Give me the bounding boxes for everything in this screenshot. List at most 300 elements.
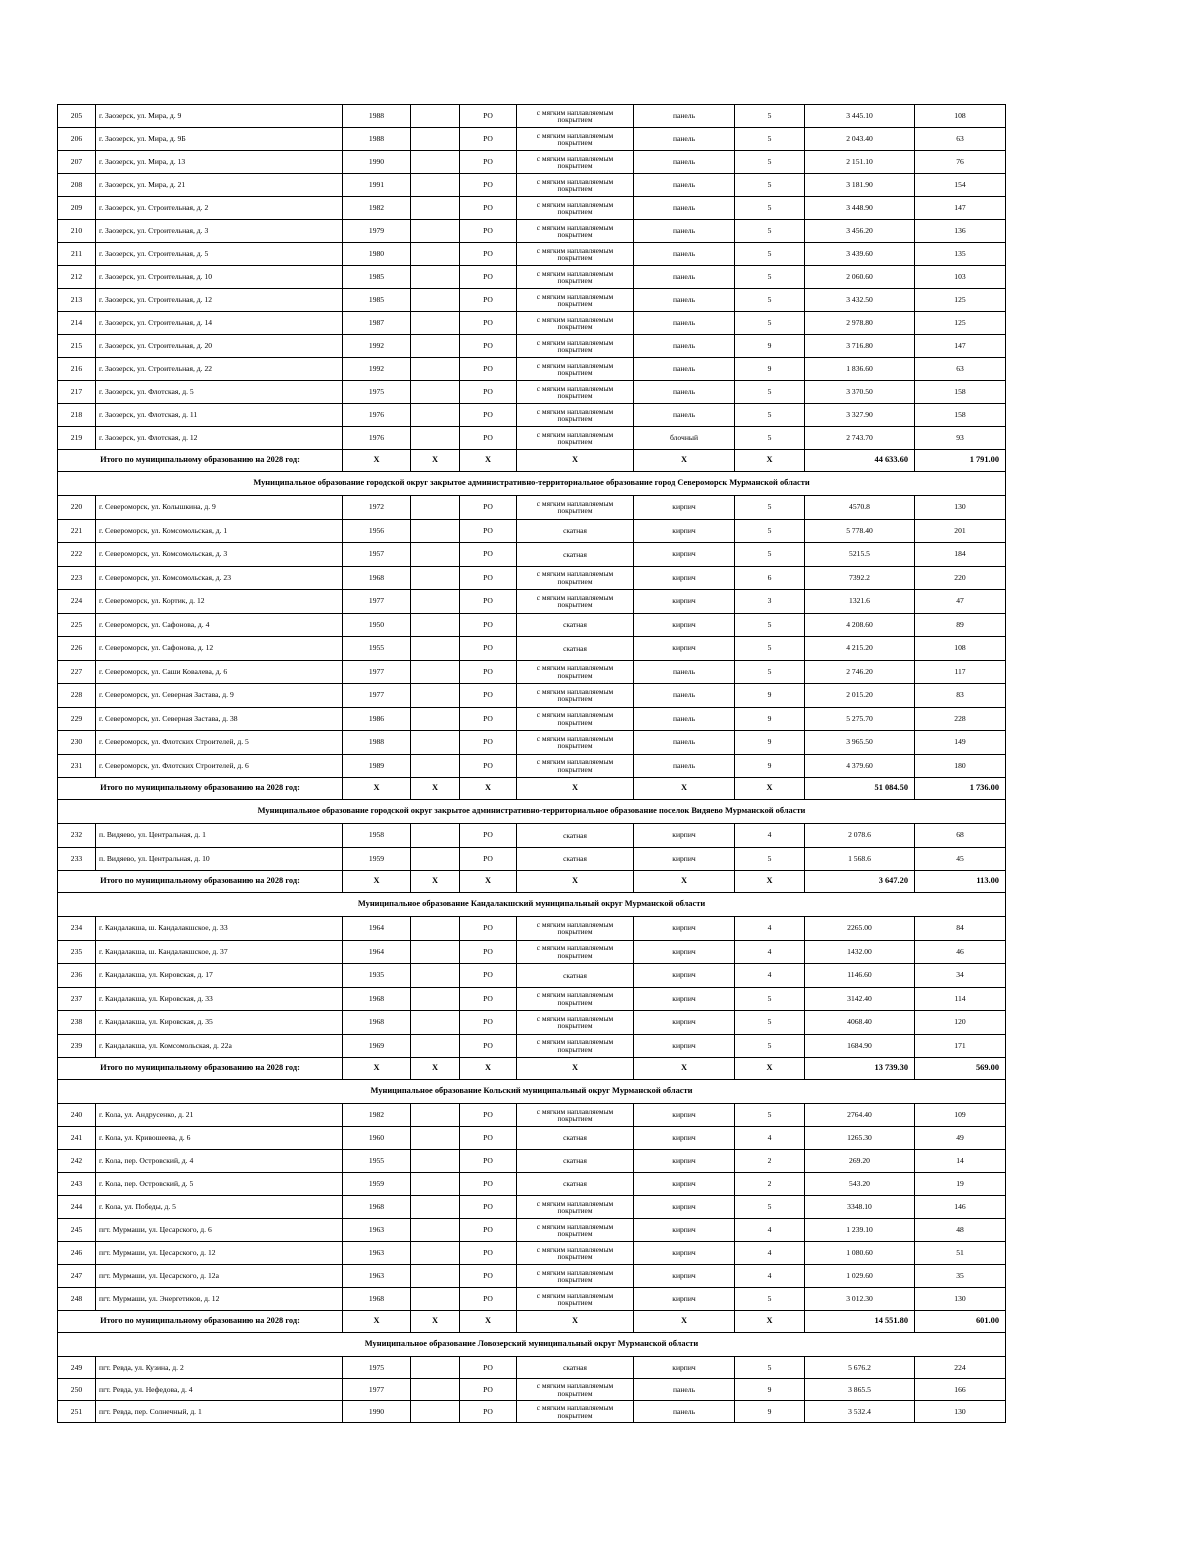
table-row <box>58 566 1006 590</box>
wall-material-cell: кирпич <box>634 1242 735 1265</box>
extra-cell <box>411 1150 460 1173</box>
area-cell: 3 532.4 <box>805 1401 915 1423</box>
floors-cell: 5 <box>735 427 805 450</box>
row-number: 244 <box>58 1196 96 1219</box>
address-cell: г. Кола, пер. Островский, д. 4 <box>96 1150 343 1173</box>
row-number: 250 <box>58 1379 96 1401</box>
row-number: 246 <box>58 1242 96 1265</box>
row-number: 211 <box>58 243 96 266</box>
table-row <box>58 1401 1006 1423</box>
year-cell: 1959 <box>343 1173 411 1196</box>
address-cell: г. Североморск, ул. Кортик, д. 12 <box>96 590 343 614</box>
table-row <box>58 519 1006 543</box>
row-number: 228 <box>58 684 96 708</box>
extra-cell <box>411 987 460 1011</box>
floors-cell: 3 <box>735 590 805 614</box>
address-cell: г. Североморск, ул. Флотских Строителей, д. 5 <box>96 731 343 755</box>
extra-cell <box>411 1011 460 1035</box>
roof-type-cell: с мягким наплавляемым покрытием <box>517 312 634 335</box>
floors-cell: 5 <box>735 613 805 637</box>
year-cell: 1988 <box>343 128 411 151</box>
floors-cell: 5 <box>735 1288 805 1311</box>
year-cell: 1977 <box>343 660 411 684</box>
year-cell: 1977 <box>343 1379 411 1401</box>
floors-cell: 9 <box>735 707 805 731</box>
address-cell: г. Заозерск, ул. Мира, д. 13 <box>96 151 343 174</box>
table-row <box>58 335 1006 358</box>
area-cell: 3348.10 <box>805 1196 915 1219</box>
address-cell: г. Заозерск, ул. Строительная, д. 20 <box>96 335 343 358</box>
area-cell: 1146.60 <box>805 964 915 988</box>
total-row <box>58 1311 1006 1333</box>
owner-cell: РО <box>460 1034 517 1058</box>
total-year: X <box>343 871 411 893</box>
year-cell: 1992 <box>343 335 411 358</box>
floors-cell: 9 <box>735 754 805 778</box>
area-cell: 2764.40 <box>805 1104 915 1127</box>
floors-cell: 5 <box>735 543 805 567</box>
row-number: 219 <box>58 427 96 450</box>
roof-type-cell: с мягким наплавляемым покрытием <box>517 105 634 128</box>
address-cell: п. Видяево, ул. Центральная, д. 10 <box>96 847 343 871</box>
roof-type-cell: с мягким наплавляемым покрытием <box>517 1265 634 1288</box>
residents-cell: 83 <box>915 684 1006 708</box>
extra-cell <box>411 197 460 220</box>
area-cell: 4 208.60 <box>805 613 915 637</box>
table-row <box>58 1219 1006 1242</box>
row-number: 249 <box>58 1357 96 1379</box>
extra-cell <box>411 519 460 543</box>
row-number: 214 <box>58 312 96 335</box>
owner-cell: РО <box>460 220 517 243</box>
extra-cell <box>411 660 460 684</box>
year-cell: 1977 <box>343 590 411 614</box>
extra-cell <box>411 1127 460 1150</box>
table-row <box>58 987 1006 1011</box>
year-cell: 1950 <box>343 613 411 637</box>
roof-type-cell: с мягким наплавляемым покрытием <box>517 174 634 197</box>
extra-cell <box>411 847 460 871</box>
wall-material-cell: кирпич <box>634 1150 735 1173</box>
area-cell: 4 379.60 <box>805 754 915 778</box>
owner-cell: РО <box>460 1265 517 1288</box>
total-owner: X <box>460 1058 517 1080</box>
roof-type-cell: скатная <box>517 824 634 848</box>
floors-cell: 9 <box>735 684 805 708</box>
extra-cell <box>411 684 460 708</box>
year-cell: 1988 <box>343 105 411 128</box>
residents-cell: 51 <box>915 1242 1006 1265</box>
residents-cell: 147 <box>915 197 1006 220</box>
total-floors: X <box>735 871 805 893</box>
total-residents: 569.00 <box>915 1058 1006 1080</box>
residents-cell: 149 <box>915 731 1006 755</box>
area-cell: 3 445.10 <box>805 105 915 128</box>
residents-cell: 114 <box>915 987 1006 1011</box>
floors-cell: 6 <box>735 566 805 590</box>
row-number: 238 <box>58 1011 96 1035</box>
owner-cell: РО <box>460 987 517 1011</box>
owner-cell: РО <box>460 917 517 941</box>
wall-material-cell: кирпич <box>634 1173 735 1196</box>
extra-cell <box>411 496 460 520</box>
wall-material-cell: кирпич <box>634 1104 735 1127</box>
address-cell: г. Кандалакша, ул. Кировская, д. 17 <box>96 964 343 988</box>
residents-cell: 130 <box>915 496 1006 520</box>
total-roof: X <box>517 1058 634 1080</box>
residents-cell: 171 <box>915 1034 1006 1058</box>
table-row <box>58 404 1006 427</box>
wall-material-cell: панель <box>634 312 735 335</box>
wall-material-cell: панель <box>634 289 735 312</box>
total-roof: X <box>517 1311 634 1333</box>
extra-cell <box>411 220 460 243</box>
area-cell: 1 239.10 <box>805 1219 915 1242</box>
address-cell: г. Заозерск, ул. Мира, д. 21 <box>96 174 343 197</box>
floors-cell: 4 <box>735 917 805 941</box>
address-cell: г. Североморск, ул. Комсомольская, д. 1 <box>96 519 343 543</box>
wall-material-cell: кирпич <box>634 964 735 988</box>
wall-material-cell: панель <box>634 707 735 731</box>
row-number: 205 <box>58 105 96 128</box>
extra-cell <box>411 707 460 731</box>
roof-type-cell: с мягким наплавляемым покрытием <box>517 197 634 220</box>
residents-cell: 120 <box>915 1011 1006 1035</box>
wall-material-cell: кирпич <box>634 1196 735 1219</box>
year-cell: 1963 <box>343 1242 411 1265</box>
address-cell: г. Североморск, ул. Флотских Строителей, д. 6 <box>96 754 343 778</box>
floors-cell: 5 <box>735 243 805 266</box>
roof-type-cell: с мягким наплавляемым покрытием <box>517 335 634 358</box>
row-number: 251 <box>58 1401 96 1423</box>
year-cell: 1985 <box>343 266 411 289</box>
year-cell: 1968 <box>343 1011 411 1035</box>
address-cell: пгт. Ревда, ул. Нефедова, д. 4 <box>96 1379 343 1401</box>
wall-material-cell: кирпич <box>634 1011 735 1035</box>
row-number: 207 <box>58 151 96 174</box>
address-cell: пгт. Мурмаши, ул. Цесарского, д. 12а <box>96 1265 343 1288</box>
year-cell: 1969 <box>343 1034 411 1058</box>
wall-material-cell: кирпич <box>634 940 735 964</box>
roof-type-cell: с мягким наплавляемым покрытием <box>517 917 634 941</box>
roof-type-cell: с мягким наплавляемым покрытием <box>517 1011 634 1035</box>
extra-cell <box>411 174 460 197</box>
residents-cell: 89 <box>915 613 1006 637</box>
year-cell: 1976 <box>343 427 411 450</box>
extra-cell <box>411 335 460 358</box>
table-row <box>58 1173 1006 1196</box>
row-number: 217 <box>58 381 96 404</box>
owner-cell: РО <box>460 266 517 289</box>
extra-cell <box>411 917 460 941</box>
floors-cell: 5 <box>735 660 805 684</box>
residents-cell: 117 <box>915 660 1006 684</box>
year-cell: 1976 <box>343 404 411 427</box>
address-cell: г. Кандалакша, ул. Кировская, д. 35 <box>96 1011 343 1035</box>
wall-material-cell: кирпич <box>634 1034 735 1058</box>
owner-cell: РО <box>460 151 517 174</box>
wall-material-cell: кирпич <box>634 543 735 567</box>
wall-material-cell: кирпич <box>634 917 735 941</box>
owner-cell: РО <box>460 105 517 128</box>
residents-cell: 47 <box>915 590 1006 614</box>
total-area: 13 739.30 <box>805 1058 915 1080</box>
extra-cell <box>411 1034 460 1058</box>
owner-cell: РО <box>460 312 517 335</box>
roof-type-cell: скатная <box>517 1173 634 1196</box>
roof-type-cell: скатная <box>517 613 634 637</box>
area-cell: 2265.00 <box>805 917 915 941</box>
residents-cell: 166 <box>915 1379 1006 1401</box>
address-cell: г. Североморск, ул. Комсомольская, д. 3 <box>96 543 343 567</box>
roof-type-cell: с мягким наплавляемым покрытием <box>517 1196 634 1219</box>
area-cell: 1 568.6 <box>805 847 915 871</box>
address-cell: г. Заозерск, ул. Флотская, д. 5 <box>96 381 343 404</box>
extra-cell <box>411 637 460 661</box>
extra-cell <box>411 1357 460 1379</box>
residents-cell: 108 <box>915 637 1006 661</box>
year-cell: 1968 <box>343 1288 411 1311</box>
roof-type-cell: с мягким наплавляемым покрытием <box>517 1104 634 1127</box>
total-label: Итого по муниципальному образованию на 2028 год: <box>58 1311 343 1333</box>
year-cell: 1979 <box>343 220 411 243</box>
year-cell: 1985 <box>343 289 411 312</box>
table-row <box>58 1034 1006 1058</box>
row-number: 226 <box>58 637 96 661</box>
row-number: 234 <box>58 917 96 941</box>
residents-cell: 76 <box>915 151 1006 174</box>
total-area: 3 647.20 <box>805 871 915 893</box>
address-cell: г. Заозерск, ул. Строительная, д. 22 <box>96 358 343 381</box>
floors-cell: 5 <box>735 496 805 520</box>
row-number: 230 <box>58 731 96 755</box>
owner-cell: РО <box>460 1173 517 1196</box>
area-cell: 3 181.90 <box>805 174 915 197</box>
address-cell: г. Заозерск, ул. Мира, д. 9 <box>96 105 343 128</box>
section-header-row <box>58 893 1006 917</box>
year-cell: 1964 <box>343 940 411 964</box>
year-cell: 1990 <box>343 1401 411 1423</box>
wall-material-cell: панель <box>634 220 735 243</box>
row-number: 233 <box>58 847 96 871</box>
year-cell: 1990 <box>343 151 411 174</box>
residents-cell: 45 <box>915 847 1006 871</box>
roof-type-cell: с мягким наплавляемым покрытием <box>517 1219 634 1242</box>
residents-cell: 224 <box>915 1357 1006 1379</box>
row-number: 248 <box>58 1288 96 1311</box>
table-row <box>58 637 1006 661</box>
floors-cell: 4 <box>735 964 805 988</box>
floors-cell: 9 <box>735 1401 805 1423</box>
wall-material-cell: панель <box>634 684 735 708</box>
owner-cell: РО <box>460 940 517 964</box>
floors-cell: 5 <box>735 987 805 1011</box>
table-row <box>58 174 1006 197</box>
area-cell: 4 215.20 <box>805 637 915 661</box>
total-floors: X <box>735 778 805 800</box>
extra-cell <box>411 566 460 590</box>
residents-cell: 109 <box>915 1104 1006 1127</box>
residents-cell: 130 <box>915 1401 1006 1423</box>
row-number: 240 <box>58 1104 96 1127</box>
table-row <box>58 1379 1006 1401</box>
row-number: 236 <box>58 964 96 988</box>
total-floors: X <box>735 450 805 472</box>
total-label: Итого по муниципальному образованию на 2028 год: <box>58 1058 343 1080</box>
extra-cell <box>411 266 460 289</box>
total-owner: X <box>460 450 517 472</box>
row-number: 224 <box>58 590 96 614</box>
table-row <box>58 1357 1006 1379</box>
wall-material-cell: кирпич <box>634 590 735 614</box>
floors-cell: 5 <box>735 1357 805 1379</box>
floors-cell: 5 <box>735 847 805 871</box>
roof-type-cell: с мягким наплавляемым покрытием <box>517 707 634 731</box>
owner-cell: РО <box>460 404 517 427</box>
floors-cell: 5 <box>735 128 805 151</box>
area-cell: 3142.40 <box>805 987 915 1011</box>
area-cell: 2 746.20 <box>805 660 915 684</box>
area-cell: 1265.30 <box>805 1127 915 1150</box>
table-row <box>58 964 1006 988</box>
table-row <box>58 754 1006 778</box>
table-row <box>58 358 1006 381</box>
address-cell: г. Заозерск, ул. Мира, д. 9Б <box>96 128 343 151</box>
owner-cell: РО <box>460 754 517 778</box>
area-cell: 2 978.80 <box>805 312 915 335</box>
row-number: 243 <box>58 1173 96 1196</box>
total-material: X <box>634 1311 735 1333</box>
row-number: 210 <box>58 220 96 243</box>
floors-cell: 5 <box>735 197 805 220</box>
area-cell: 543.20 <box>805 1173 915 1196</box>
year-cell: 1968 <box>343 1196 411 1219</box>
residents-cell: 84 <box>915 917 1006 941</box>
owner-cell: РО <box>460 637 517 661</box>
address-cell: г. Североморск, ул. Комсомольская, д. 23 <box>96 566 343 590</box>
year-cell: 1963 <box>343 1265 411 1288</box>
table-row <box>58 243 1006 266</box>
wall-material-cell: кирпич <box>634 987 735 1011</box>
residents-cell: 135 <box>915 243 1006 266</box>
extra-cell <box>411 1288 460 1311</box>
owner-cell: РО <box>460 1401 517 1423</box>
total-area: 14 551.80 <box>805 1311 915 1333</box>
roof-type-cell: с мягким наплавляемым покрытием <box>517 1288 634 1311</box>
roof-type-cell: с мягким наплавляемым покрытием <box>517 358 634 381</box>
wall-material-cell: кирпич <box>634 519 735 543</box>
roof-type-cell: скатная <box>517 637 634 661</box>
wall-material-cell: кирпич <box>634 637 735 661</box>
total-material: X <box>634 1058 735 1080</box>
wall-material-cell: панель <box>634 358 735 381</box>
extra-cell <box>411 543 460 567</box>
row-number: 242 <box>58 1150 96 1173</box>
floors-cell: 5 <box>735 289 805 312</box>
area-cell: 1321.6 <box>805 590 915 614</box>
total-row <box>58 778 1006 800</box>
extra-cell <box>411 381 460 404</box>
residents-cell: 125 <box>915 289 1006 312</box>
floors-cell: 4 <box>735 1127 805 1150</box>
residents-cell: 93 <box>915 427 1006 450</box>
extra-cell <box>411 964 460 988</box>
row-number: 232 <box>58 824 96 848</box>
table-row <box>58 197 1006 220</box>
wall-material-cell: панель <box>634 243 735 266</box>
area-cell: 3 448.90 <box>805 197 915 220</box>
table-row <box>58 684 1006 708</box>
total-extra: X <box>411 871 460 893</box>
roof-type-cell: с мягким наплавляемым покрытием <box>517 496 634 520</box>
roof-type-cell: скатная <box>517 1357 634 1379</box>
table-row <box>58 940 1006 964</box>
residents-cell: 14 <box>915 1150 1006 1173</box>
wall-material-cell: панель <box>634 381 735 404</box>
wall-material-cell: панель <box>634 1379 735 1401</box>
total-year: X <box>343 1058 411 1080</box>
address-cell: г. Заозерск, ул. Строительная, д. 14 <box>96 312 343 335</box>
section-header-row <box>58 1333 1006 1357</box>
extra-cell <box>411 358 460 381</box>
owner-cell: РО <box>460 1379 517 1401</box>
floors-cell: 5 <box>735 1104 805 1127</box>
extra-cell <box>411 1104 460 1127</box>
year-cell: 1958 <box>343 824 411 848</box>
total-floors: X <box>735 1311 805 1333</box>
address-cell: г. Североморск, ул. Сафонова, д. 4 <box>96 613 343 637</box>
table-row <box>58 1104 1006 1127</box>
residents-cell: 158 <box>915 404 1006 427</box>
total-label: Итого по муниципальному образованию на 2028 год: <box>58 450 343 472</box>
year-cell: 1972 <box>343 496 411 520</box>
residents-cell: 180 <box>915 754 1006 778</box>
extra-cell <box>411 1196 460 1219</box>
total-owner: X <box>460 1311 517 1333</box>
area-cell: 2 078.6 <box>805 824 915 848</box>
residents-cell: 158 <box>915 381 1006 404</box>
owner-cell: РО <box>460 174 517 197</box>
owner-cell: РО <box>460 543 517 567</box>
floors-cell: 5 <box>735 1196 805 1219</box>
section-title: Муниципальное образование Кольский муниципальный округ Мурманской области <box>58 1080 1006 1104</box>
total-material: X <box>634 871 735 893</box>
area-cell: 3 456.20 <box>805 220 915 243</box>
row-number: 209 <box>58 197 96 220</box>
owner-cell: РО <box>460 289 517 312</box>
address-cell: г. Кола, ул. Победы, д. 5 <box>96 1196 343 1219</box>
table-row <box>58 917 1006 941</box>
section-header-row <box>58 800 1006 824</box>
address-cell: пгт. Мурмаши, ул. Цесарского, д. 12 <box>96 1242 343 1265</box>
owner-cell: РО <box>460 1127 517 1150</box>
table-row <box>58 381 1006 404</box>
address-cell: г. Заозерск, ул. Строительная, д. 2 <box>96 197 343 220</box>
residents-cell: 19 <box>915 1173 1006 1196</box>
total-owner: X <box>460 778 517 800</box>
extra-cell <box>411 427 460 450</box>
residents-cell: 68 <box>915 824 1006 848</box>
table-row <box>58 1265 1006 1288</box>
row-number: 247 <box>58 1265 96 1288</box>
total-extra: X <box>411 778 460 800</box>
residents-cell: 154 <box>915 174 1006 197</box>
wall-material-cell: панель <box>634 754 735 778</box>
address-cell: г. Кола, ул. Андрусенко, д. 21 <box>96 1104 343 1127</box>
total-owner: X <box>460 871 517 893</box>
total-roof: X <box>517 871 634 893</box>
residents-cell: 49 <box>915 1127 1006 1150</box>
